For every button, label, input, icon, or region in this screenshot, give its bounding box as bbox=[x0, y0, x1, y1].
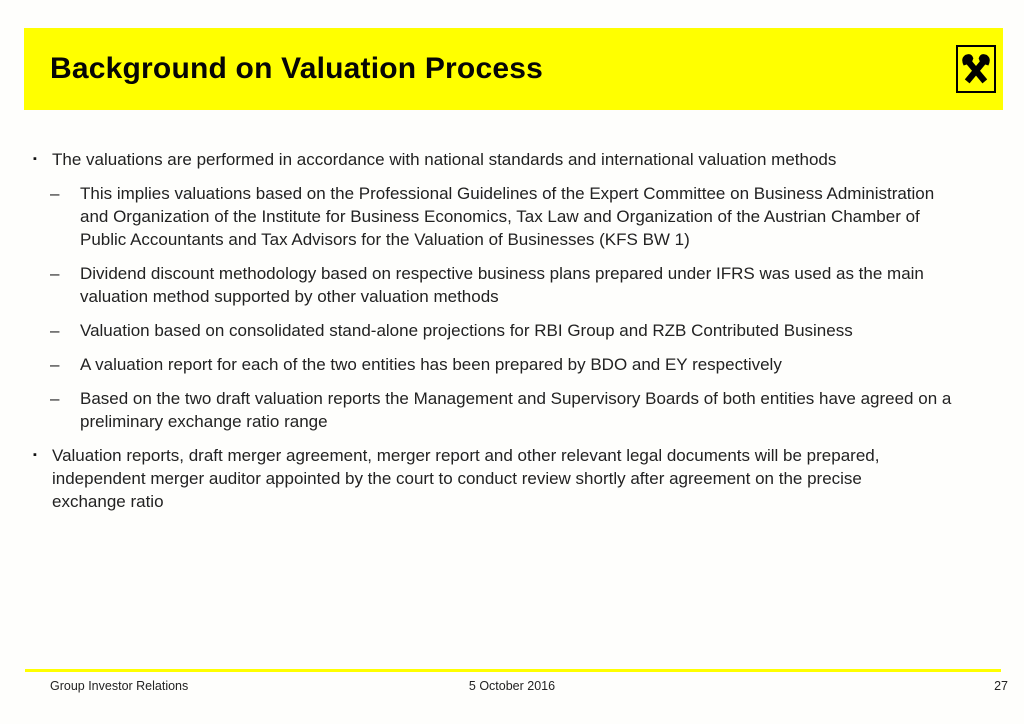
bullet-text: Valuation based on consolidated stand-alone projections for RBI Group and RZB Contributed Business bbox=[80, 321, 853, 340]
bullet-item bbox=[33, 444, 991, 513]
bullet-text: The valuations are performed in accordance with national standards and international valuation methods bbox=[52, 150, 837, 169]
bullet-item bbox=[33, 148, 991, 171]
bullet-text: Valuation reports, draft merger agreement, merger report and other relevant legal documents will be prepared, independent merger auditor appointed by the court to conduct review shortly after agreement on the precise exchange ratio bbox=[52, 446, 880, 511]
bullet-text: Based on the two draft valuation reports the Management and Supervisory Boards of both entities have agreed on a preliminary exchange ratio range bbox=[80, 389, 952, 431]
dash-bullet-marker: – bbox=[50, 389, 60, 408]
bullet-text: This implies valuations based on the Professional Guidelines of the Expert Committee on Business Administration and Organization of the Institute for Business Economics, Tax Law and Organization of the Austrian Chamber of Public Accountants and Tax Advisors for the Valuation of Businesses (KFS BW 1) bbox=[80, 184, 935, 249]
sub-bullet-item bbox=[33, 182, 991, 251]
title-bar bbox=[24, 28, 1003, 110]
dash-bullet-marker: – bbox=[50, 321, 60, 340]
square-bullet-marker: ▪ bbox=[33, 449, 37, 461]
bullet-text: Dividend discount methodology based on respective business plans prepared under IFRS was used as the main valuation method supported by other valuation methods bbox=[80, 264, 924, 306]
sub-bullet-item bbox=[33, 387, 991, 433]
dash-bullet-marker: – bbox=[50, 184, 60, 203]
sub-bullet-item bbox=[33, 353, 991, 376]
sub-bullet-item bbox=[33, 319, 991, 342]
slide-body bbox=[33, 148, 991, 524]
crossed-hammers-icon bbox=[961, 51, 991, 87]
footer-date: 5 October 2016 bbox=[468, 679, 556, 693]
dash-bullet-marker: – bbox=[50, 355, 60, 374]
footer-page-number: 27 bbox=[994, 679, 1008, 693]
footer-divider bbox=[25, 669, 1001, 672]
raiffeisen-logo bbox=[956, 45, 996, 93]
bullet-list bbox=[33, 148, 991, 513]
sub-bullet-item bbox=[33, 262, 991, 308]
slide-title: Background on Valuation Process bbox=[50, 52, 543, 85]
footer-department: Group Investor Relations bbox=[50, 679, 189, 693]
bullet-text: A valuation report for each of the two entities has been prepared by BDO and EY respectively bbox=[80, 355, 782, 374]
dash-bullet-marker: – bbox=[50, 264, 60, 283]
square-bullet-marker: ▪ bbox=[33, 153, 37, 165]
